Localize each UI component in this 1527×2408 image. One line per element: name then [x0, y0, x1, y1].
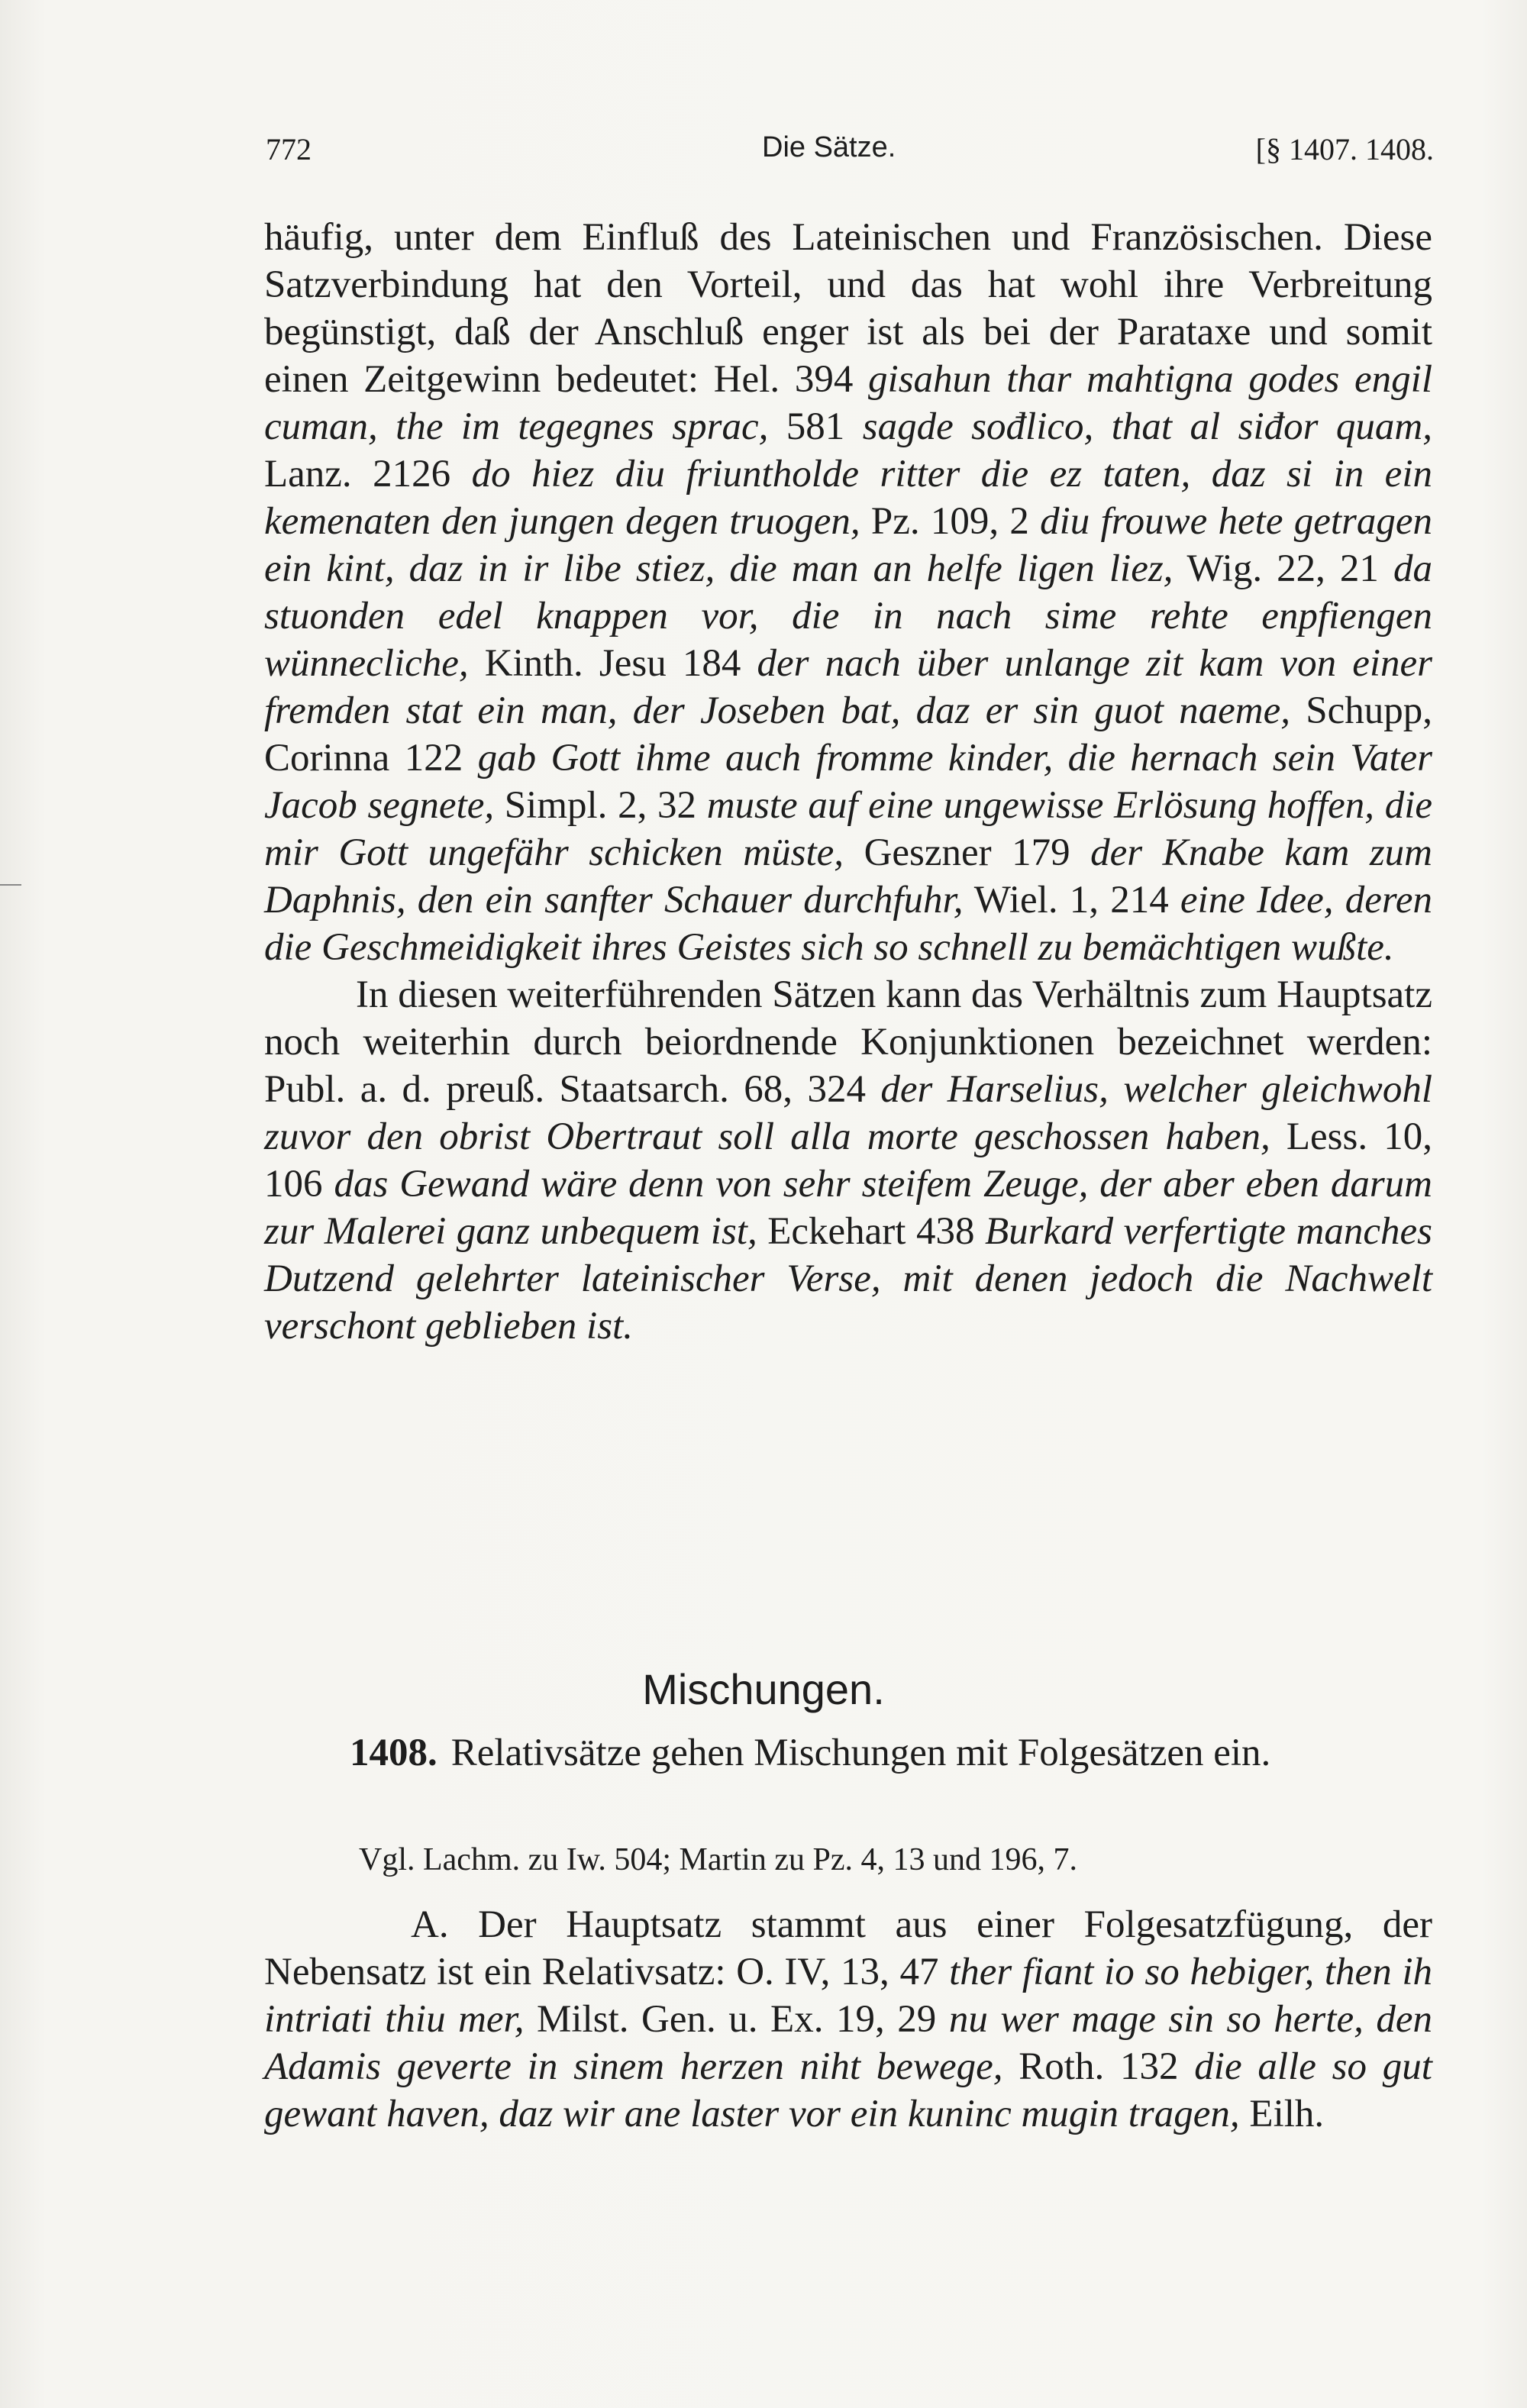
italic-quote: muste auf eine ungewisse Erlösung hoffen, die mir Gott ungefähr schicken müste,: [264, 784, 1433, 874]
text-run: häufig, unter dem Einfluß des Lateinischen und Französischen. Diese Satzverbindung hat den Vorteil, und das hat wohl ihre Verbreitung begünstigt, daß der Anschluß enger ist als bei der Parataxe und somit einen Zeitgewinn bedeutet: Hel. 394: [264, 216, 1432, 401]
italic-quote: eine Idee, deren die Geschmeidigkeit ihres Geistes sich so schnell zu bemächtigen wußte.: [264, 879, 1432, 969]
margin-mark: [0, 884, 21, 886]
section-reference: [§ 1407. 1408.: [1255, 132, 1434, 166]
text-run: Geszner 179: [844, 831, 1091, 874]
paragraph-a: [264, 1901, 1432, 2138]
italic-quote: gab Gott ihme auch fromme kinder, die hernach sein Vater Jacob segnete,: [264, 737, 1432, 827]
text-run: Less. 10, 106: [264, 1115, 1432, 1206]
body-text: [264, 214, 1432, 1350]
italic-quote: do hiez diu friuntholde ritter die ez taten, daz si in ein kemenaten den jungen degen truogen,: [264, 453, 1432, 543]
italic-quote: Burkard verfertigte manches Dutzend gelehrter lateinischer Verse, mit denen jedoch die Nachwelt verschont geblieben ist.: [264, 1210, 1432, 1348]
italic-quote: sagde sođlico, that al siđor quam,: [862, 405, 1433, 448]
italic-quote: der Harselius, welcher gleichwohl zuvor den obrist Obertraut soll alla morte geschossen haben,: [264, 1068, 1432, 1158]
header-title: Die Sätze.: [762, 131, 896, 163]
section-1408-text: Relativsätze gehen Mischungen mit Folgesätzen ein.: [450, 1732, 1271, 1774]
text-run: Eckehart 438: [757, 1210, 985, 1253]
text-run: Schupp, Corinna 122: [264, 689, 1433, 780]
italic-quote: da stuonden edel knappen vor, die in nach sime rehte enpfiengen wünnecliche,: [264, 547, 1432, 685]
text-run: A. Der Hauptsatz stammt aus einer Folgesatzfügung, der Nebensatz ist ein Relativsatz: O. IV, 13, 47: [264, 1903, 1432, 1993]
italic-quote: das Gewand wäre denn von sehr steifem Zeuge, der aber eben darum zur Malerei ganz unbequem ist,: [264, 1163, 1432, 1253]
text-run: Wig. 22, 21: [1173, 547, 1393, 590]
section-1408-paragraph: [264, 1729, 1432, 1777]
section-heading: Mischungen.: [642, 1665, 885, 1713]
paragraph-2: [264, 971, 1432, 1350]
section-number: 1408.: [350, 1732, 437, 1774]
italic-quote: ther fiant io so hebiger, then ih intriati thiu mer,: [264, 1951, 1432, 2041]
italic-quote: der nach über unlange zit kam von einer fremden stat ein man, der Joseben bat, daz er sin guot naeme,: [264, 642, 1433, 732]
paragraph-a-text: [264, 1903, 1432, 2135]
paragraph-1: [264, 214, 1432, 971]
text-run: Eilh.: [1239, 2093, 1325, 2135]
italic-quote: der Knabe kam zum Daphnis, den ein sanfter Schauer durchfuhr,: [264, 831, 1433, 922]
italic-quote: nu wer mage sin so herte, den Adamis geverte in sinem herzen niht bewege,: [264, 1998, 1432, 2088]
text-run: Lanz. 2126: [264, 453, 472, 495]
text-run: 581: [768, 405, 863, 448]
text-run: Roth. 132: [1002, 2045, 1195, 2088]
italic-quote: diu frouwe hete getragen ein kint, daz in ir libe stiez, die man an helfe ligen liez,: [264, 500, 1432, 590]
text-run: Wiel. 1, 214: [963, 879, 1180, 922]
text-run: Pz. 109, 2: [860, 500, 1041, 543]
page-number: 772: [266, 132, 312, 166]
italic-quote: gisahun thar mahtigna godes engil cuman, the im tegegnes sprac,: [264, 358, 1432, 448]
text-run: In diesen weiterführenden Sätzen kann das Verhältnis zum Hauptsatz noch weiterhin durch beiordnende Konjunktionen bezeichnet werden: Publ. a. d. preuß. Staatsarch. 68, 324: [264, 973, 1432, 1111]
text-run: Simpl. 2, 32: [494, 784, 707, 827]
text-run: Milst. Gen. u. Ex. 19, 29: [524, 1998, 949, 2041]
running-head: [266, 131, 1434, 177]
text-run: Kinth. Jesu 184: [468, 642, 757, 685]
italic-quote: die alle so gut gewant haven, daz wir ane laster vor ein kuninc mugin tragen,: [264, 2045, 1432, 2135]
reference-line: Vgl. Lachm. zu Iw. 504; Martin zu Pz. 4, 13 und 196, 7.: [359, 1842, 1077, 1877]
